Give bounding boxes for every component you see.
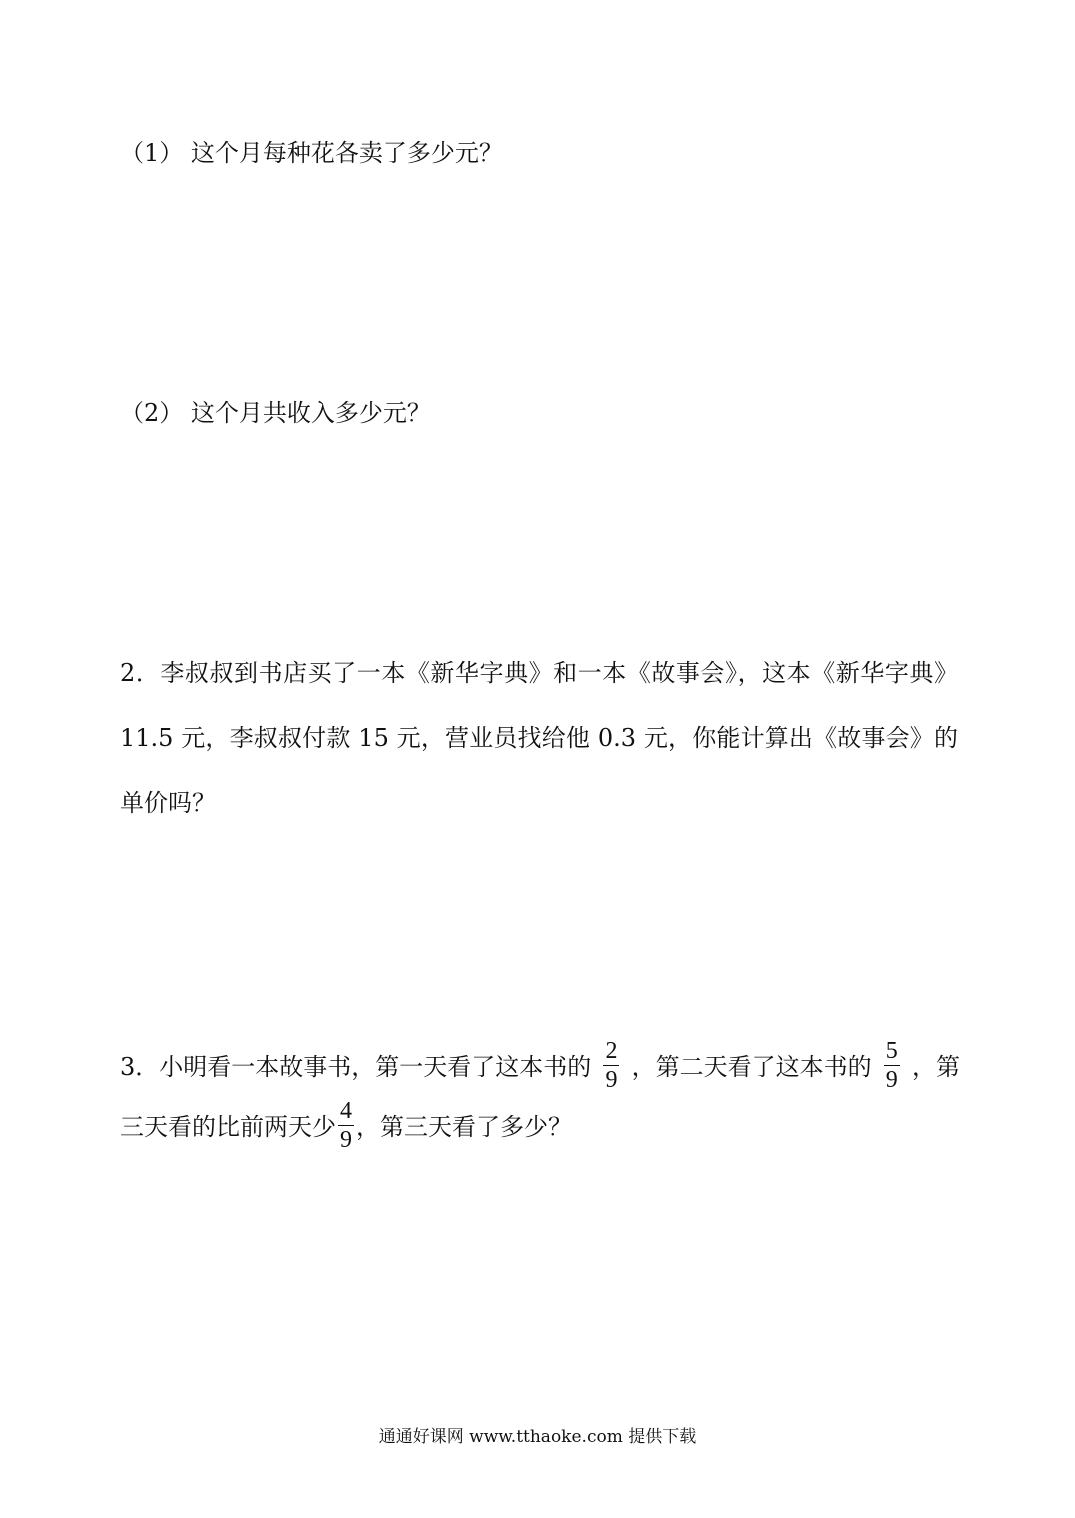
sub-question-1-text: 这个月每种花各卖了多少元？ (190, 139, 503, 167)
fraction-3 (338, 1097, 354, 1154)
problem-2-line-3: 单价吗？ (120, 789, 216, 817)
sub-question-2-text: 这个月共收入多少元？ (190, 399, 431, 427)
problem-2-line-1: 2．李叔叔到书店买了一本《新华字典》和一本《故事会》，这本《新华字典》 (120, 659, 958, 687)
sub-question-2 (120, 398, 431, 428)
footer: 通通好课网 www.tthaoke.com 提供下载 (378, 1427, 697, 1447)
fraction-2-numerator: 5 (885, 1037, 898, 1064)
fraction-3-numerator: 4 (340, 1097, 352, 1124)
fraction-1-numerator: 2 (605, 1037, 618, 1064)
fraction-1 (603, 1037, 619, 1094)
fraction-3-denominator: 9 (340, 1126, 352, 1153)
fraction-2 (884, 1037, 900, 1094)
problem-3-line-1 (120, 1037, 960, 1093)
problem-3-line-2 (120, 1097, 572, 1153)
problem-2-line-2: 11.5 元，李叔叔付款 15 元，营业员找给他 0.3 元，你能计算出《故事会》的 (120, 724, 958, 752)
problem-3-text-3: ，第 (911, 1053, 960, 1081)
sub-question-1-number: （1） (120, 139, 184, 167)
fraction-1-denominator: 9 (605, 1066, 618, 1093)
problem-3-text-5: ，第三天看了多少？ (356, 1113, 572, 1141)
fraction-2-denominator: 9 (885, 1066, 898, 1093)
problem-3-text-2: ，第二天看了这本书的 (631, 1053, 872, 1081)
sub-question-1 (120, 138, 503, 168)
sub-question-2-number: （2） (120, 399, 184, 427)
problem-3-text-4: 三天看的比前两天少 (120, 1113, 336, 1141)
problem-3-text-1: 3．小明看一本故事书，第一天看了这本书的 (120, 1053, 592, 1081)
